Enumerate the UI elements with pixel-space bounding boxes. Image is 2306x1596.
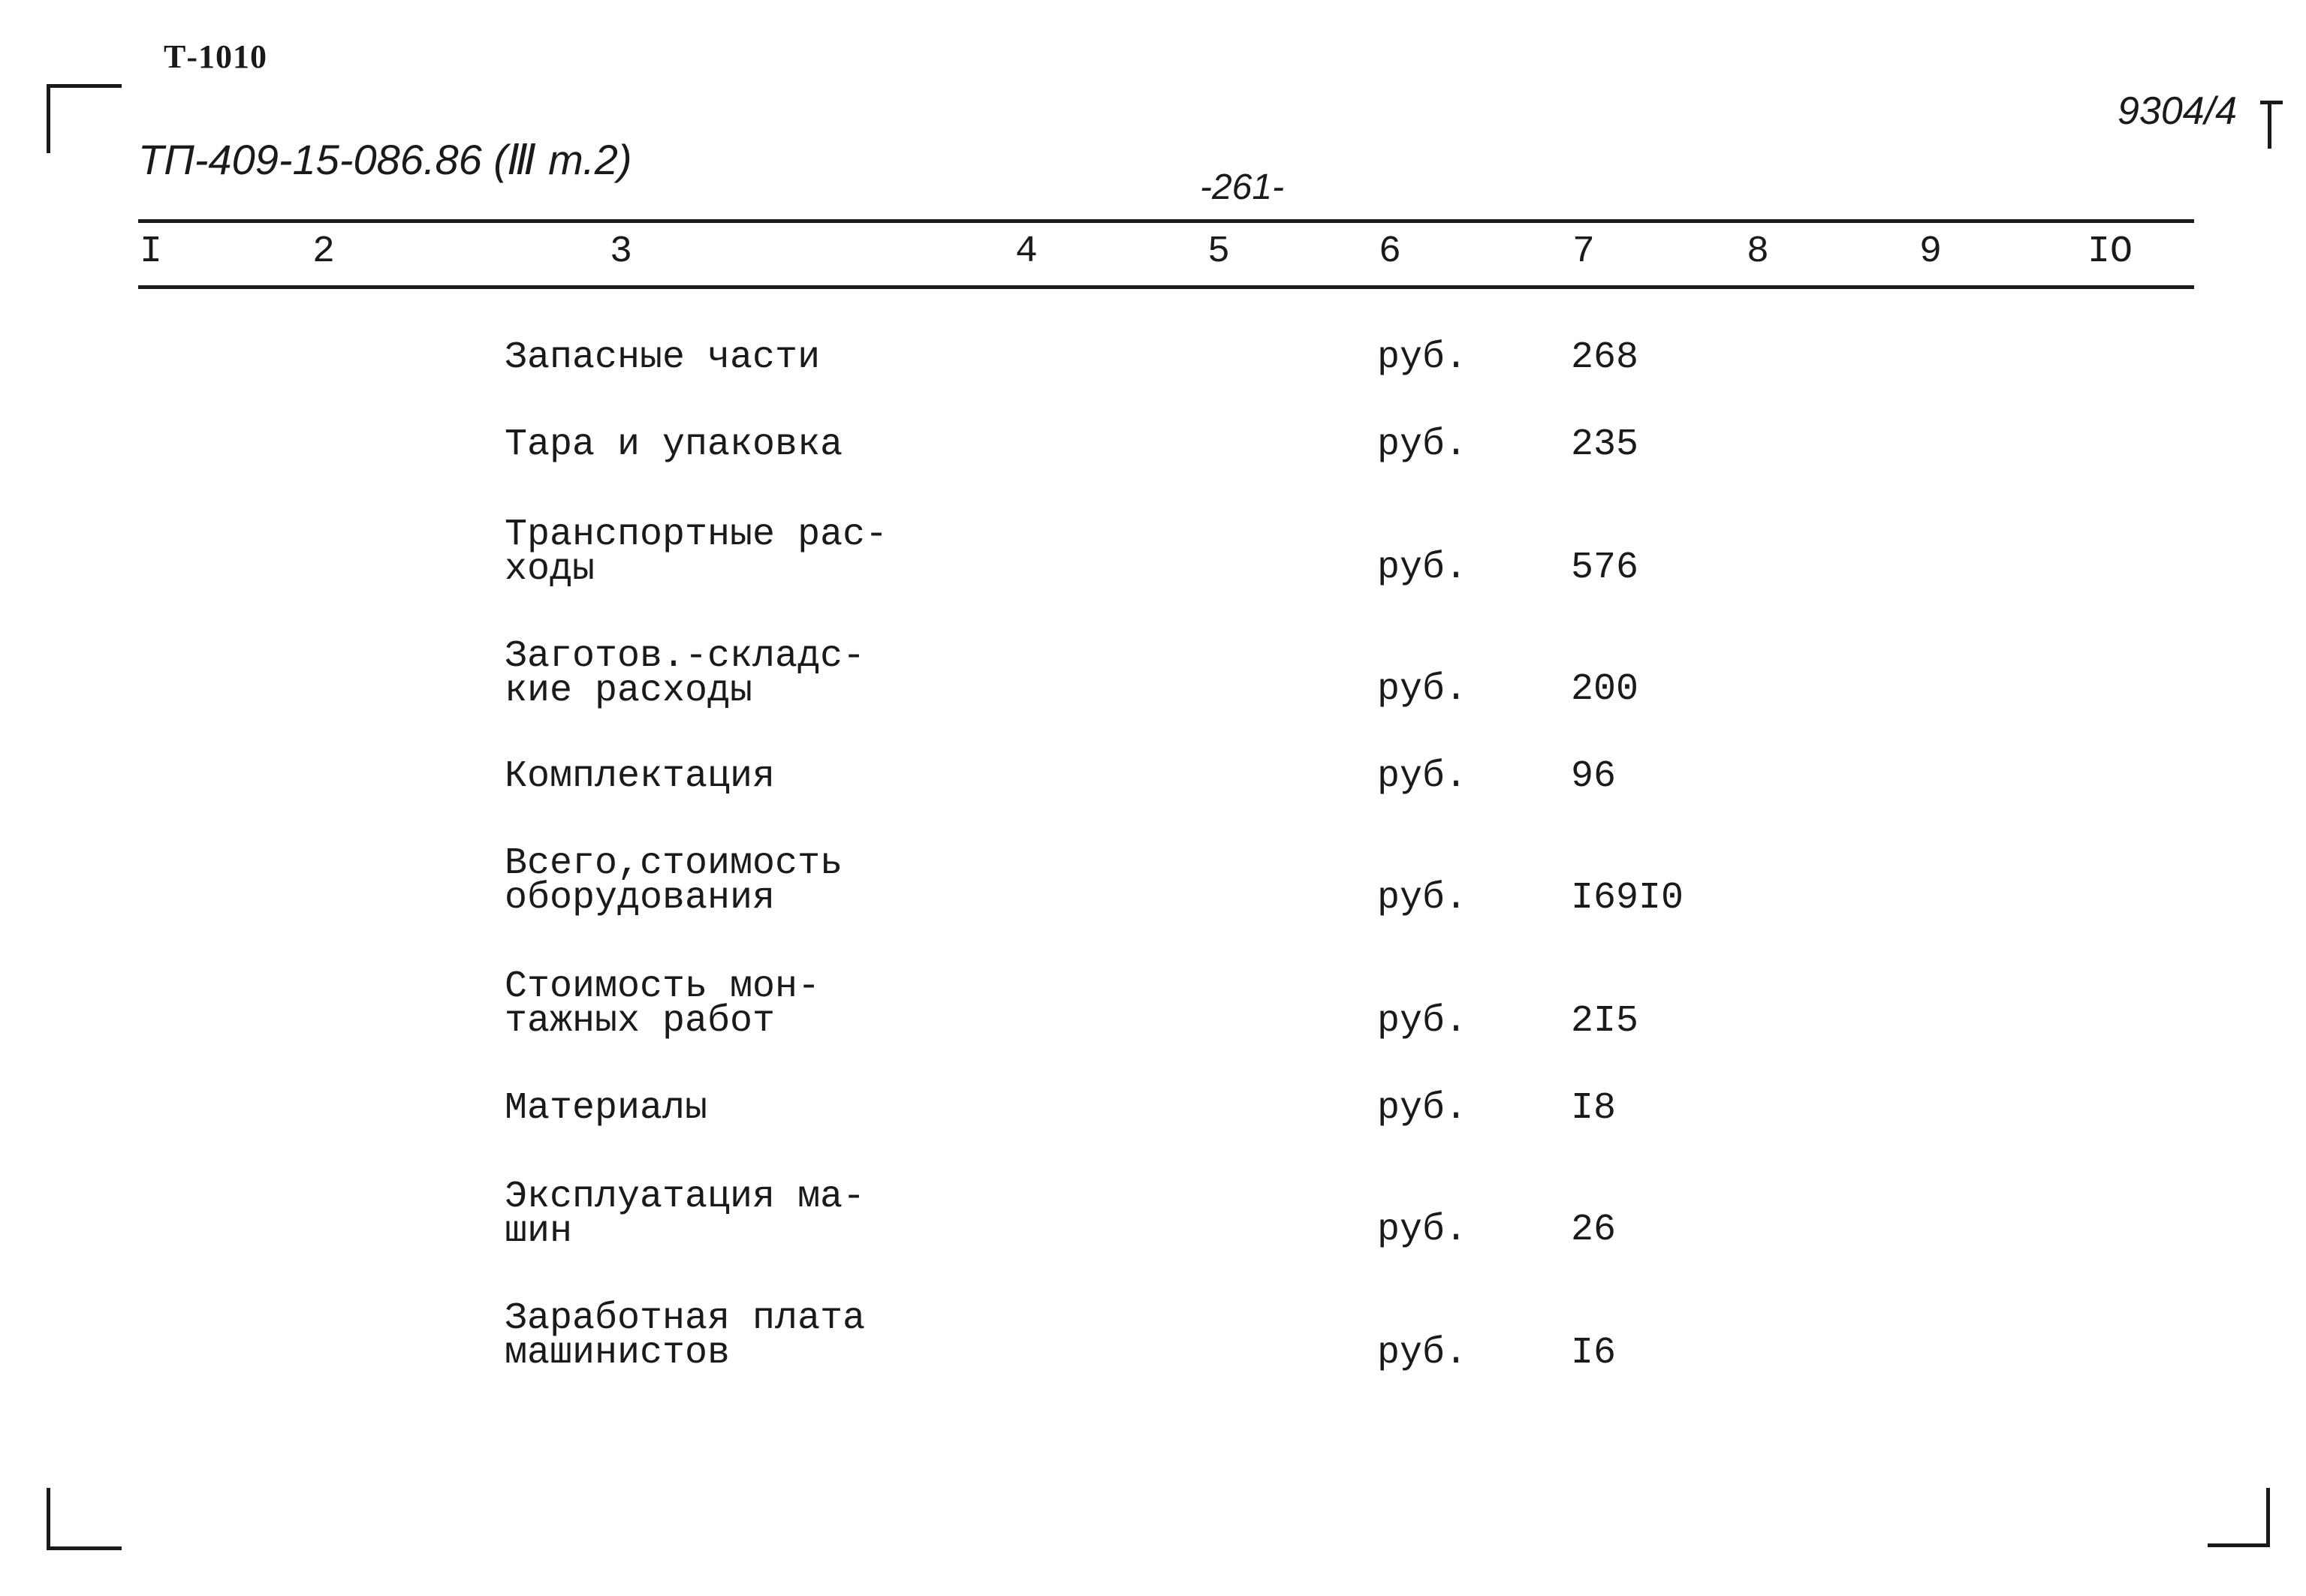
row-value: 235 <box>1571 423 1639 466</box>
row-value: 200 <box>1571 668 1639 711</box>
row-unit: руб. <box>1377 1332 1468 1375</box>
corner-mark-bottom-right-horizontal <box>2208 1543 2270 1547</box>
column-number-4: 4 <box>1015 230 1038 273</box>
row-unit: руб. <box>1377 755 1468 798</box>
corner-mark-bottom-left-horizontal <box>47 1546 122 1550</box>
row-value: 576 <box>1571 547 1639 589</box>
column-number-3: 3 <box>610 230 633 273</box>
row-unit: руб. <box>1377 423 1468 466</box>
row-value: 96 <box>1571 755 1617 798</box>
row-value: 26 <box>1571 1209 1617 1251</box>
row-name: Всего,стоимость оборудования <box>505 842 843 920</box>
corner-mark-top-right-vertical <box>2268 101 2271 149</box>
column-number-5: 5 <box>1207 230 1231 273</box>
column-number-8: 8 <box>1747 230 1770 273</box>
row-unit: руб. <box>1377 336 1468 379</box>
column-number-6: 6 <box>1379 230 1402 273</box>
row-value: I6 <box>1571 1332 1617 1375</box>
row-value: 2I5 <box>1571 1000 1639 1043</box>
row-name: Запасные части <box>505 336 821 379</box>
page-number: -261- <box>1200 167 1285 207</box>
archive-number: 9304/4 <box>2118 89 2238 133</box>
corner-mark-bottom-right-vertical <box>2266 1488 2270 1546</box>
column-number-1: I <box>140 230 163 273</box>
document-code: Т-1010 <box>164 38 267 75</box>
corner-mark-top-right-horizontal <box>2260 101 2283 104</box>
corner-mark-top-left-vertical <box>47 84 50 153</box>
column-number-9: 9 <box>1919 230 1943 273</box>
row-name: Тара и упаковка <box>505 423 843 466</box>
row-unit: руб. <box>1377 547 1468 589</box>
row-value: I8 <box>1571 1087 1617 1130</box>
row-name: Транспортные рас- ходы <box>505 513 888 591</box>
row-name: Заготов.-складс- кие расходы <box>505 635 866 712</box>
corner-mark-bottom-left-vertical <box>47 1488 50 1549</box>
row-unit: руб. <box>1377 1209 1468 1251</box>
row-unit: руб. <box>1377 1087 1468 1130</box>
column-number-10: IO <box>2087 230 2133 273</box>
row-name: Эксплуатация ма- шин <box>505 1176 866 1253</box>
table-header-bottom-rule <box>138 285 2194 289</box>
row-name: Заработная плата машинистов <box>505 1297 866 1375</box>
row-value: I69I0 <box>1571 877 1684 920</box>
row-name: Комплектация <box>505 755 776 798</box>
row-unit: руб. <box>1377 1000 1468 1043</box>
row-name: Стоимость мон- тажных работ <box>505 965 821 1043</box>
corner-mark-top-left-horizontal <box>47 84 122 88</box>
row-unit: руб. <box>1377 668 1468 711</box>
column-number-2: 2 <box>312 230 336 273</box>
table-top-rule <box>138 219 2194 223</box>
project-number: ТП-409-15-086.86 (Ⅲ т.2) <box>138 136 632 183</box>
row-unit: руб. <box>1377 877 1468 920</box>
column-number-7: 7 <box>1572 230 1596 273</box>
row-value: 268 <box>1571 336 1639 379</box>
row-name: Материалы <box>505 1087 708 1130</box>
